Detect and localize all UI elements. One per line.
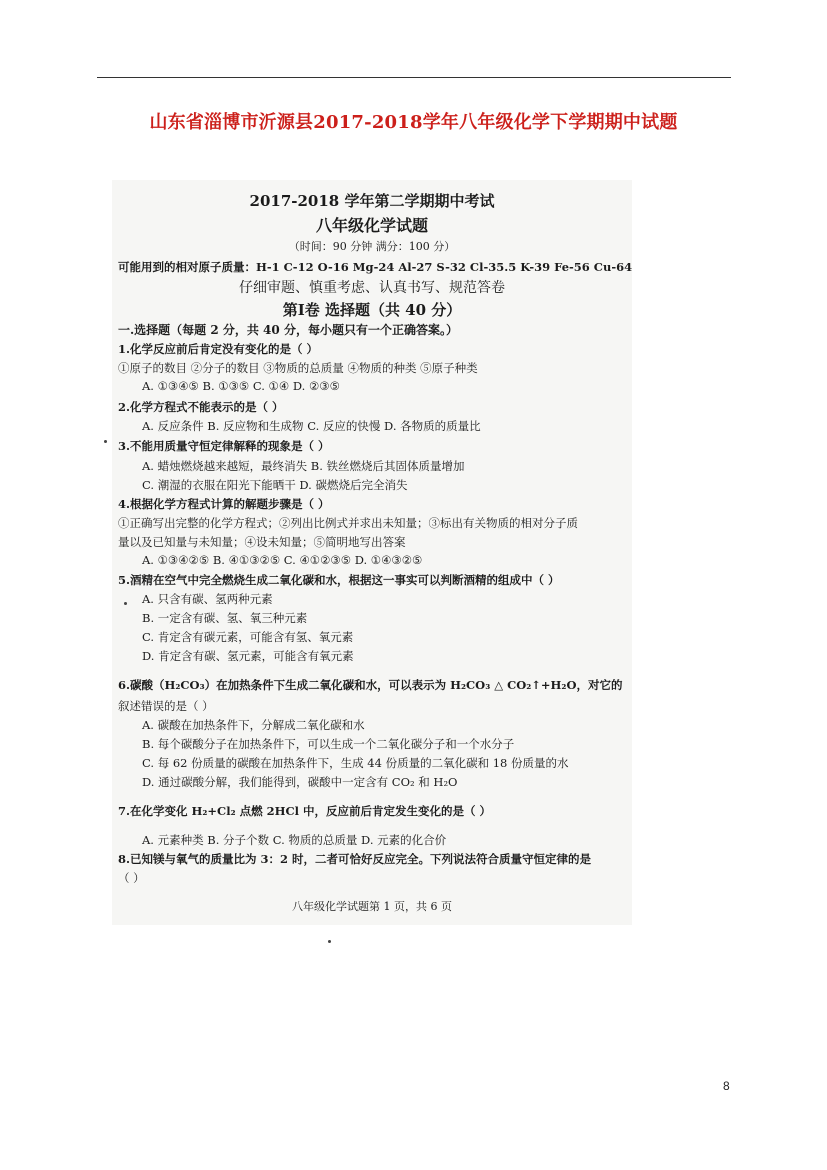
- answer-options: A. 蜡烛燃烧越来越短，最终消失 B. 铁丝燃烧后其固体质量增加: [142, 459, 465, 473]
- answer-options: B. 一定含有碳、氢、氧三种元素: [142, 611, 308, 625]
- answer-options: B. 每个碳酸分子在加热条件下，可以生成一个二氧化碳分子和一个水分子: [142, 737, 515, 751]
- question-line: 2.化学方程式不能表示的是（ ）: [118, 400, 284, 414]
- scan-speck: [328, 940, 331, 943]
- section-title: 第Ⅰ卷 选择题（共 40 分）: [282, 301, 462, 319]
- answer-options: C. 每 62 份质量的碳酸在加热条件下，生成 44 份质量的二氧化碳和 18 份质量的水: [142, 756, 569, 770]
- answer-options: A. ①③④②⑤ B. ④①③②⑤ C. ④①②③⑤ D. ①④③②⑤: [142, 553, 423, 567]
- question-line: 5.酒精在空气中完全燃烧生成二氧化碳和水，根据这一事实可以判断酒精的组成中（ ）: [118, 573, 560, 587]
- answer-options: A. 只含有碳、氢两种元素: [142, 592, 273, 606]
- exam-title: 2017-2018 学年第二学期期中考试: [249, 192, 495, 210]
- question-line: 叙述错误的是（ ）: [118, 699, 214, 713]
- exam-page-footer: 八年级化学试题第 1 页，共 6 页: [292, 900, 452, 913]
- document-title: 山东省淄博市沂源县2017-2018学年八年级化学下学期期中试题: [149, 112, 678, 133]
- exam-motto: 仔细审题、慎重考虑、认真书写、规范答卷: [239, 280, 505, 296]
- answer-options: A. 反应条件 B. 反应物和生成物 C. 反应的快慢 D. 各物质的质量比: [142, 419, 481, 433]
- answer-options: A. 碳酸在加热条件下，分解成二氧化碳和水: [142, 718, 365, 732]
- question-line: 3.不能用质量守恒定律解释的现象是（ ）: [118, 439, 330, 453]
- scan-speck: [104, 440, 107, 443]
- answer-options: D. 肯定含有碳、氢元素，可能含有氧元素: [142, 649, 354, 663]
- answer-options: A. 元素种类 B. 分子个数 C. 物质的总质量 D. 元素的化合价: [142, 833, 447, 847]
- exam-subtitle: 八年级化学试题: [315, 216, 428, 235]
- question-line: 量以及已知量与未知量；④设未知量；⑤简明地写出答案: [118, 535, 406, 549]
- question-line: ①正确写出完整的化学方程式；②列出比例式并求出未知量；③标出有关物质的相对分子质: [118, 516, 578, 530]
- scan-speck: [124, 602, 127, 605]
- part-intro: 一.选择题（每题 2 分，共 40 分，每小题只有一个正确答案。）: [118, 323, 458, 337]
- question-line: 8.已知镁与氧气的质量比为 3：2 时，二者可恰好反应完全。下列说法符合质量守恒定律的是: [118, 852, 592, 866]
- question-line: ①原子的数目 ②分子的数目 ③物质的总质量 ④物质的种类 ⑤原子种类: [118, 361, 478, 375]
- exam-meta: （时间：90 分钟 满分：100 分）: [288, 240, 456, 253]
- question-line: （ ）: [118, 871, 145, 885]
- question-line: 4.根据化学方程式计算的解题步骤是（ ）: [118, 497, 330, 511]
- answer-options: C. 肯定含有碳元素，可能含有氢、氧元素: [142, 630, 354, 644]
- answer-options: C. 潮湿的衣服在阳光下能晒干 D. 碳燃烧后完全消失: [142, 478, 408, 492]
- atomic-masses: 可能用到的相对原子质量：H-1 C-12 O-16 Mg-24 Al-27 S-32 Cl-35.5 K-39 Fe-56 Cu-64: [118, 260, 633, 274]
- scanned-exam-page: [112, 180, 632, 925]
- page-number: 8: [723, 1079, 730, 1093]
- answer-options: D. 通过碳酸分解，我们能得到，碳酸中一定含有 CO₂ 和 H₂O: [142, 775, 458, 789]
- question-line: 1.化学反应前后肯定没有变化的是（ ）: [118, 342, 319, 356]
- question-line: 7.在化学变化 H₂+Cl₂ 点燃 2HCl 中，反应前后肯定发生变化的是（ ）: [118, 804, 492, 818]
- answer-options: A. ①③④⑤ B. ①③⑤ C. ①④ D. ②③⑤: [142, 379, 340, 393]
- header-rule: [97, 77, 731, 78]
- question-line: 6.碳酸（H₂CO₃）在加热条件下生成二氧化碳和水，可以表示为 H₂CO₃ △ CO₂↑+H₂O，对它的: [118, 678, 623, 692]
